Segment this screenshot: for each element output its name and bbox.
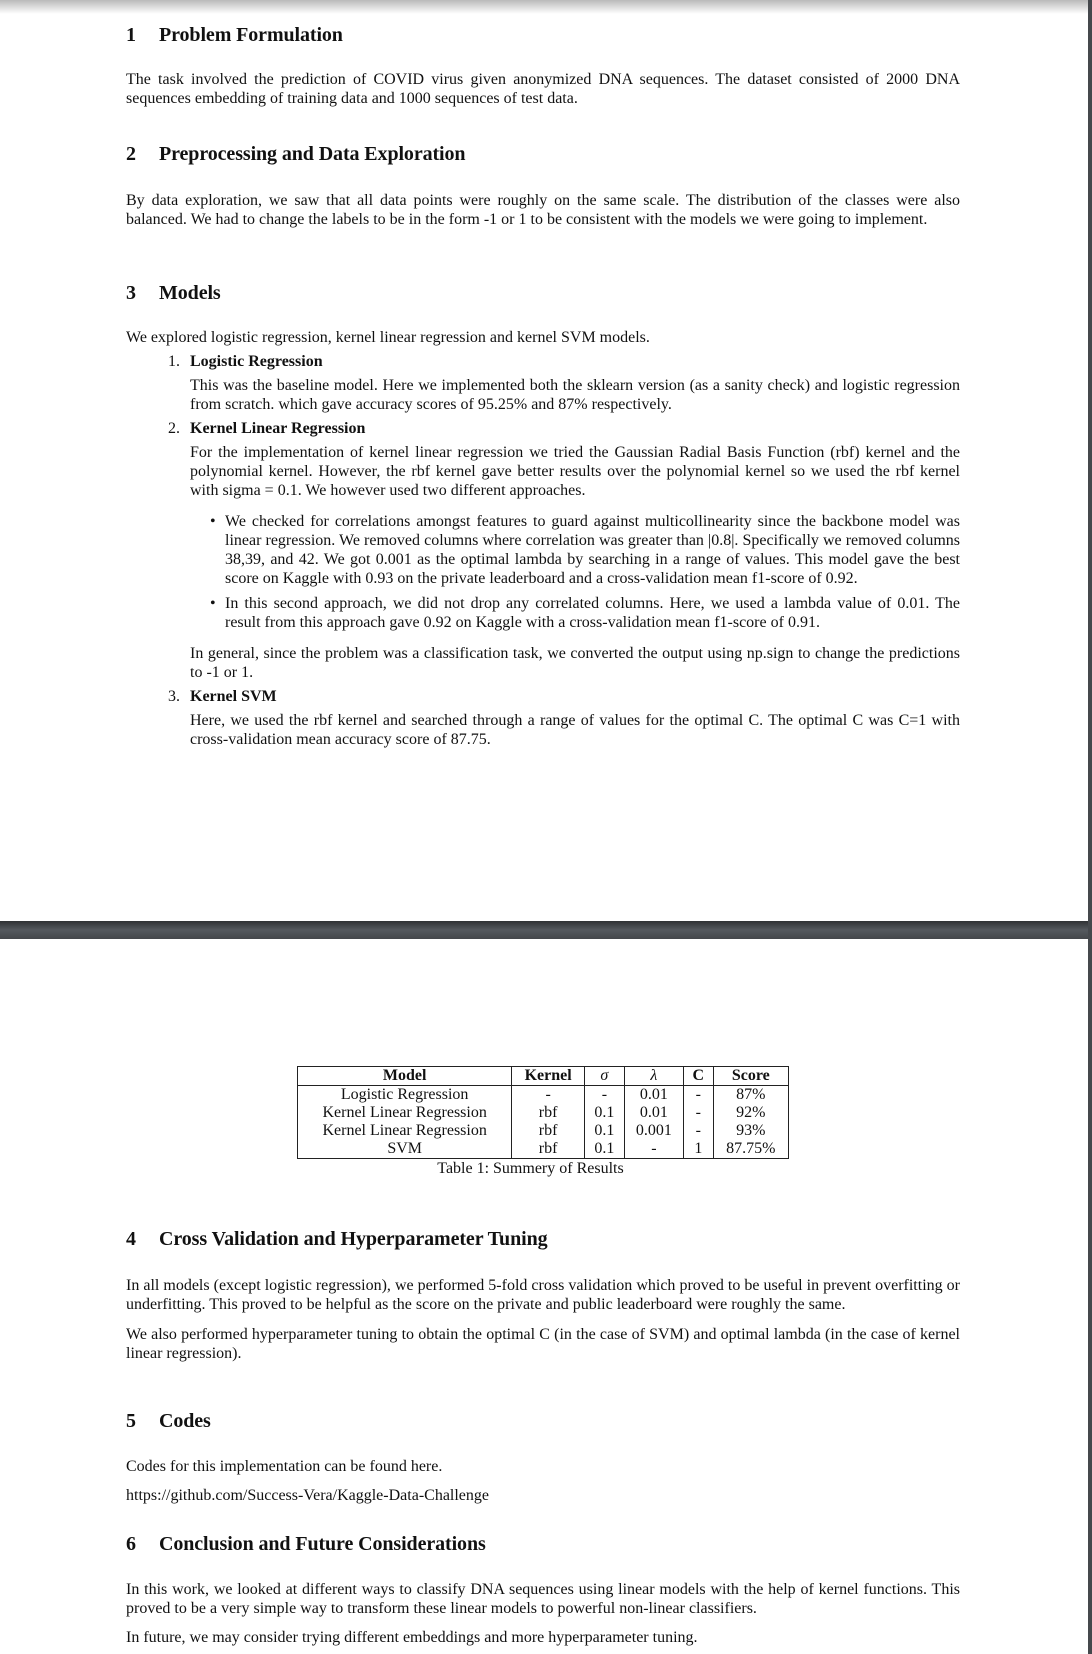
models-intro: We explored logistic regression, kernel linear regression and kernel SVM models. [126, 329, 650, 346]
model-title: Kernel Linear Regression [190, 420, 366, 437]
approach-text: We checked for correlations amongst features to guard against multicollinearity since the backbone model was linear regression. We removed columns where correlation was greater than |0.8|. Specifically we removed columns 38,39, and 42. We got 0.001 as the optimal lambda by searching in a range of values. This model gave the best score on Kaggle with 0.93 on the private leaderboard and a cross-validation mean f1-score of 0.92. [225, 513, 960, 587]
column-header-c: C [683, 1067, 713, 1086]
section-heading [126, 1227, 960, 1251]
model-item-logistic-regression [126, 352, 960, 414]
section-models [126, 281, 960, 749]
table-row [298, 1104, 789, 1122]
viewer-scrollbar-track[interactable] [1088, 0, 1092, 1654]
bullet-icon: • [210, 595, 216, 612]
cell-c: 1 [683, 1140, 713, 1159]
section-preprocessing [126, 142, 960, 229]
approach-text: In this second approach, we did not drop any correlated columns. Here, we used a lambda value of 0.01. The result from this approach gave 0.92 on Kaggle with a cross-validation mean f1-score of 0.91. [225, 595, 960, 631]
cell-lambda: - [624, 1140, 683, 1159]
model-description: This was the baseline model. Here we implemented both the sklearn version (as a sanity check) and logistic regression from scratch. which gave accuracy scores of 95.25% and 87% respectively. [190, 377, 960, 413]
approach-list [190, 512, 960, 632]
cell-score: 87.75% [713, 1140, 788, 1159]
repo-link[interactable]: https://github.com/Success-Vera/Kaggle-Data-Challenge [126, 1487, 490, 1504]
section-number: 5 [126, 1410, 136, 1432]
section-heading [126, 142, 960, 166]
column-header-sigma: σ [584, 1067, 624, 1086]
section-conclusion [126, 1532, 960, 1647]
model-item-kernel-linear-regression [126, 419, 960, 682]
models-list [126, 352, 960, 749]
repo-url-paragraph [126, 1486, 960, 1505]
cell-c: - [683, 1104, 713, 1122]
list-number: 3. [168, 688, 180, 705]
cell-model: SVM [298, 1140, 512, 1159]
model-description: For the implementation of kernel linear regression we tried the Gaussian Radial Basis Function (rbf) kernel and the polynomial kernel. However, the rbf kernel gave better results over the polynomial kernel so we used the rbf kernel with sigma = 0.1. We however used two different approaches. [190, 444, 960, 499]
table-row [298, 1086, 789, 1105]
section-heading [126, 1532, 960, 1556]
section-heading [126, 281, 960, 305]
section-title: Preprocessing and Data Exploration [159, 143, 466, 165]
cell-lambda: 0.001 [624, 1122, 683, 1140]
list-number: 1. [168, 353, 180, 370]
section-heading [126, 1409, 960, 1433]
cell-c: - [683, 1122, 713, 1140]
section-problem-formulation [126, 23, 960, 108]
section-title: Cross Validation and Hyperparameter Tuning [159, 1228, 548, 1250]
paragraph: We also performed hyperparameter tuning to obtain the optimal C (in the case of SVM) and optimal lambda (in the case of kernel linear regression). [126, 1326, 960, 1362]
table-header-row [298, 1067, 789, 1086]
approach-item [190, 594, 960, 632]
model-description: Here, we used the rbf kernel and searched through a range of values for the optimal C. The optimal C was C=1 with cross-validation mean accuracy score of 87.75. [190, 712, 960, 748]
list-number: 2. [168, 420, 180, 437]
cell-model: Logistic Regression [298, 1086, 512, 1105]
cell-score: 87% [713, 1086, 788, 1105]
cell-kernel: rbf [512, 1122, 585, 1140]
section-number: 4 [126, 1228, 136, 1250]
model-item-kernel-svm [126, 687, 960, 749]
cell-lambda: 0.01 [624, 1104, 683, 1122]
cell-sigma: 0.1 [584, 1122, 624, 1140]
section-title: Conclusion and Future Considerations [159, 1533, 486, 1555]
section-number: 1 [126, 24, 136, 46]
paragraph: In all models (except logistic regression), we performed 5-fold cross validation which proved to be useful in prevent overfitting or underfitting. This proved to be helpful as the score on the private and public leaderboard were roughly the same. [126, 1277, 960, 1313]
cell-sigma: 0.1 [584, 1104, 624, 1122]
approach-item [190, 512, 960, 588]
cell-c: - [683, 1086, 713, 1105]
section-title: Models [159, 282, 221, 304]
results-table-container [297, 1066, 789, 1178]
bullet-icon: • [210, 513, 216, 530]
section-number: 3 [126, 282, 136, 304]
cell-kernel: rbf [512, 1104, 585, 1122]
section-cross-validation [126, 1227, 960, 1363]
section-codes [126, 1409, 960, 1505]
paragraph: In future, we may consider trying different embeddings and more hyperparameter tuning. [126, 1629, 698, 1646]
section-number: 6 [126, 1533, 136, 1555]
cell-model: Kernel Linear Regression [298, 1122, 512, 1140]
model-title: Kernel SVM [190, 688, 277, 705]
cell-kernel: rbf [512, 1140, 585, 1159]
section-heading [126, 23, 960, 47]
results-table [297, 1066, 789, 1159]
paragraph: Codes for this implementation can be found here. [126, 1458, 443, 1475]
section-title: Problem Formulation [159, 24, 343, 46]
table-row [298, 1140, 789, 1159]
document-page-2 [0, 939, 1088, 1654]
column-header-score: Score [713, 1067, 788, 1086]
cell-kernel: - [512, 1086, 585, 1105]
model-note: In general, since the problem was a classification task, we converted the output using np.sign to change the predictions to -1 or 1. [190, 645, 960, 681]
cell-lambda: 0.01 [624, 1086, 683, 1105]
paragraph: In this work, we looked at different ways to classify DNA sequences using linear models with the help of kernel functions. This proved to be a very simple way to transform these linear models to powerful non-linear classifiers. [126, 1581, 960, 1617]
cell-score: 92% [713, 1104, 788, 1122]
table-row [298, 1122, 789, 1140]
column-header-lambda: λ [624, 1067, 683, 1086]
cell-sigma: - [584, 1086, 624, 1105]
cell-sigma: 0.1 [584, 1140, 624, 1159]
cell-model: Kernel Linear Regression [298, 1104, 512, 1122]
section-title: Codes [159, 1410, 211, 1432]
page-separator [0, 921, 1088, 939]
section-number: 2 [126, 143, 136, 165]
paragraph: The task involved the prediction of COVID virus given anonymized DNA sequences. The dataset consisted of 2000 DNA sequences embedding of training data and 1000 sequences of test data. [126, 71, 960, 107]
model-title: Logistic Regression [190, 353, 323, 370]
table-caption: Table 1: Summery of Results [437, 1160, 624, 1177]
cell-score: 93% [713, 1122, 788, 1140]
column-header-model: Model [298, 1067, 512, 1086]
column-header-kernel: Kernel [512, 1067, 585, 1086]
paragraph: By data exploration, we saw that all data points were roughly on the same scale. The distribution of the classes were also balanced. We had to change the labels to be in the form -1 or 1 to be consistent with the models we were going to implement. [126, 192, 960, 228]
